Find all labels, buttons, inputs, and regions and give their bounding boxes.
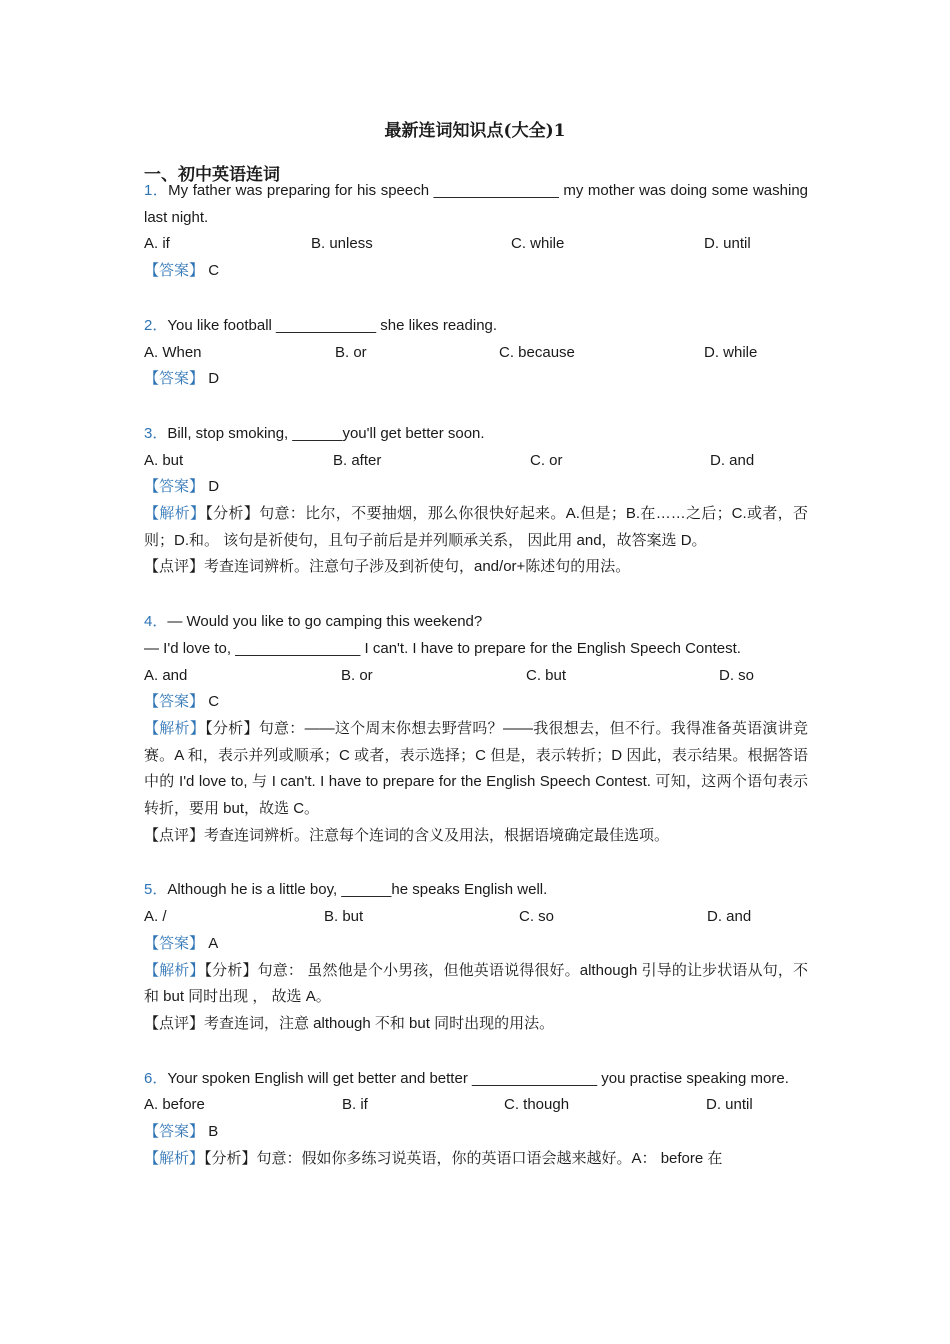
option-c: C. so (519, 908, 555, 926)
question-text-line-2: — I'd love to, _______________ I can't. I have to prepare for the English Speech Contest. (144, 639, 741, 657)
option-d: D. and (707, 908, 752, 926)
option-a: A. / (144, 908, 167, 926)
question-text: My father was preparing for his speech _______________ my mother was doing some washing last night. (144, 182, 809, 226)
question-stem (144, 877, 808, 904)
question-3 (144, 421, 808, 581)
option-c: C. but (526, 666, 567, 684)
analysis-block (144, 716, 808, 823)
option-b: B. or (335, 343, 367, 361)
question-4 (144, 609, 808, 849)
question-5 (144, 877, 808, 1037)
option-a: A. if (144, 235, 170, 253)
option-c: C. or (530, 451, 563, 469)
answer-value: D (208, 370, 220, 388)
analysis-tag: 【解析】 (144, 961, 205, 979)
option-d: D. until (706, 1096, 753, 1114)
answer-value: C (208, 693, 220, 711)
question-number: 1． (144, 182, 169, 199)
option-b: B. if (342, 1096, 368, 1114)
answer-tag: 【答案】 (144, 693, 205, 711)
option-b: B. but (324, 908, 364, 926)
question-text: — Would you like to go camping this weekend? (167, 613, 483, 631)
comment-block: 【点评】考查连词辨析。注意每个连词的含义及用法，根据语境确定最佳选项。 (144, 826, 670, 844)
analysis-block (144, 501, 808, 554)
question-stem (144, 609, 808, 636)
question-6 (144, 1066, 808, 1173)
analysis-text: 【分析】句意： 虽然他是个小男孩，但他英语说得很好。although 引导的让步状语从句，不和 but 同时出现 ， 故选 A。 (144, 961, 808, 1006)
option-a: A. but (144, 451, 184, 469)
question-stem (144, 1066, 808, 1093)
option-c: C. while (511, 235, 565, 253)
question-number: 6． (144, 1069, 168, 1087)
question-2 (144, 313, 808, 393)
analysis-block (144, 958, 808, 1011)
analysis-tag: 【解析】 (144, 1149, 205, 1167)
option-d: D. and (710, 451, 755, 469)
answer-tag: 【答案】 (144, 478, 205, 496)
answer-line (144, 474, 808, 501)
analysis-text: 【分析】句意：假如你多练习说英语，你的英语口语会越来越好。A： before 在 (204, 1149, 723, 1167)
analysis-tag: 【解析】 (144, 505, 206, 523)
question-stem (144, 313, 808, 340)
section-title: 一、初中英语连词 (144, 165, 280, 184)
option-d: D. until (704, 235, 751, 253)
options-row (144, 340, 808, 367)
question-number: 2． (144, 316, 168, 334)
question-stem (144, 421, 808, 448)
option-a: A. When (144, 343, 202, 361)
question-1 (144, 178, 808, 285)
answer-line (144, 689, 808, 716)
document-title: 最新连词知识点(大全)1 (384, 121, 566, 141)
analysis-text: 【分析】句意：——这个周末你想去野营吗？——我很想去，但不行。我得准备英语演讲竞赛。A 和，表示并列或顺承；C 或者，表示选择；C 但是，表示转折；D 因此，表示结果。根据答语中的 I'd love to, 与 I can't. I have to prepare for the English Speech Contest. 可知，这两个语句表示转折，要用 but，故选 C。 (144, 719, 808, 818)
options-row (144, 448, 808, 475)
answer-value: D (208, 478, 220, 496)
option-c: C. because (499, 343, 575, 361)
option-b: B. after (333, 451, 382, 469)
question-number: 4． (144, 613, 168, 631)
question-text: Although he is a little boy, ______he speaks English well. (167, 881, 548, 899)
answer-line (144, 366, 808, 393)
answer-tag: 【答案】 (144, 262, 205, 280)
option-a: A. and (144, 666, 188, 684)
options-row (144, 1092, 808, 1119)
analysis-text: 【分析】句意：比尔，不要抽烟，那么你很快好起来。A.但是；B.在……之后；C.或者，否则；D.和。 该句是祈使句，且句子前后是并列顺承关系， 因此用 and，故答案选 D。 (144, 505, 808, 549)
question-list (144, 178, 808, 1173)
options-row (144, 904, 808, 931)
answer-line (144, 258, 808, 285)
analysis-tag: 【解析】 (144, 719, 206, 737)
answer-tag: 【答案】 (144, 1123, 205, 1141)
answer-value: A (208, 934, 219, 952)
answer-value: B (208, 1123, 219, 1141)
analysis-block (144, 1146, 808, 1173)
option-b: B. unless (311, 235, 373, 253)
comment-block: 【点评】考查连词辨析。注意句子涉及到祈使句，and/or+陈述句的用法。 (144, 558, 631, 576)
answer-line (144, 931, 808, 958)
option-b: B. or (341, 666, 373, 684)
option-a: A. before (144, 1096, 205, 1114)
answer-line (144, 1119, 808, 1146)
answer-tag: 【答案】 (144, 370, 205, 388)
question-number: 3． (144, 424, 168, 442)
option-d: D. while (704, 343, 758, 361)
option-c: C. though (504, 1096, 570, 1114)
option-d: D. so (719, 666, 755, 684)
question-text: Your spoken English will get better and better _______________ you practise speaking more. (167, 1069, 789, 1087)
options-row (144, 663, 808, 690)
question-text: Bill, stop smoking, ______you'll get better soon. (167, 424, 485, 442)
question-text: You like football ____________ she likes reading. (167, 316, 498, 334)
answer-tag: 【答案】 (144, 934, 205, 952)
options-row (144, 231, 808, 258)
question-stem (144, 178, 808, 231)
question-number: 5． (144, 881, 168, 899)
answer-value: C (208, 262, 220, 280)
comment-block: 【点评】考查连词，注意 although 不和 but 同时出现的用法。 (144, 1014, 555, 1032)
